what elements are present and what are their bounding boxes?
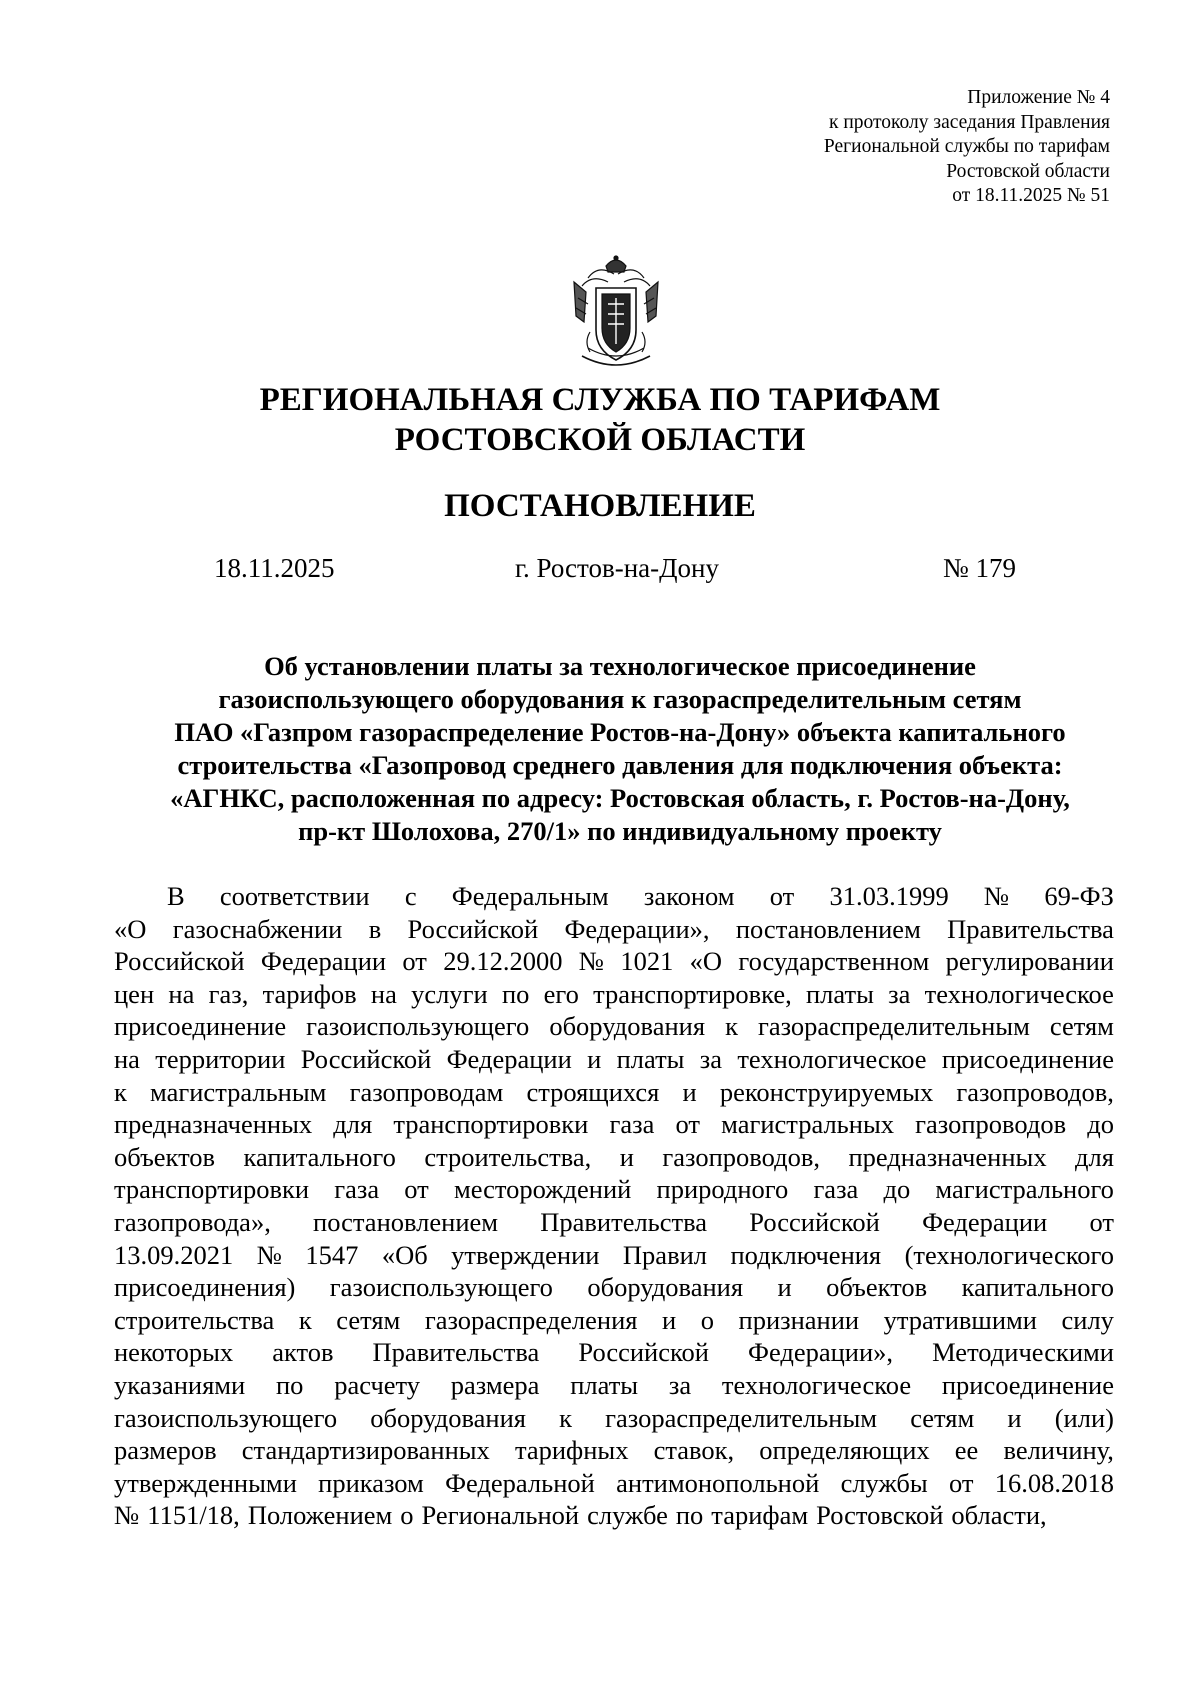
appendix-line: от 18.11.2025 № 51 xyxy=(952,185,1110,206)
body-word: месторождений xyxy=(453,1174,632,1205)
body-word: постановлением xyxy=(313,1206,499,1237)
body-word: 1547 xyxy=(305,1239,359,1270)
body-word: регулировании xyxy=(945,946,1114,977)
body-word: о xyxy=(400,1500,414,1531)
body-word: Правительства xyxy=(372,1337,540,1368)
body-word: тарифам xyxy=(711,1500,809,1531)
body-word: законом xyxy=(643,881,735,911)
body-word: приказом xyxy=(318,1467,424,1498)
body-word: Ростовской xyxy=(816,1500,944,1531)
body-word: 1151/18, xyxy=(147,1500,240,1531)
body-word: за xyxy=(668,1369,692,1400)
body-word: области, xyxy=(951,1500,1047,1531)
body-word: по xyxy=(501,978,530,1009)
body-word: «О xyxy=(689,946,723,977)
body-word: Российской xyxy=(300,1043,432,1074)
body-word: присоединение xyxy=(114,1011,287,1042)
title-line: «АГНКС, расположенная по адресу: Ростовская область, г. Ростов-на-Дону, xyxy=(170,783,1070,813)
appendix-line: Региональной службы по тарифам xyxy=(823,136,1110,157)
document-type: ПОСТАНОВЛЕНИЕ xyxy=(444,488,756,524)
body-word: магистрального xyxy=(935,1174,1114,1205)
appendix-line: Приложение № 4 xyxy=(967,87,1110,108)
body-word: и xyxy=(682,1076,697,1107)
body-word: и xyxy=(587,1043,602,1074)
document-date: 18.11.2025 xyxy=(214,553,335,583)
body-word: Положением xyxy=(247,1500,393,1531)
body-word: Методическими xyxy=(932,1337,1114,1368)
body-word: службе xyxy=(587,1500,668,1531)
title-line: строительства «Газопровод среднего давления для подключения объекта: xyxy=(177,750,1063,780)
title-line: Об установлении платы за технологическое присоединение xyxy=(264,651,976,681)
body-word: газоснабжении xyxy=(172,913,343,944)
body-line xyxy=(114,1239,1114,1272)
body-word: объектов xyxy=(114,1141,216,1172)
body-word: газораспределительным xyxy=(757,1011,1030,1042)
appendix-note xyxy=(824,86,1110,209)
body-word: газораспределительным xyxy=(605,1402,878,1433)
body-word: и xyxy=(777,1272,792,1303)
body-word: присоединение xyxy=(941,1043,1114,1074)
organization-line: РЕГИОНАЛЬНАЯ СЛУЖБА ПО ТАРИФАМ xyxy=(259,382,941,418)
body-word: 13.09.2021 xyxy=(114,1239,234,1270)
body-word: технологическое xyxy=(924,978,1114,1009)
body-word: «О xyxy=(114,913,147,944)
body-word: технологическое xyxy=(737,1043,927,1074)
body-word: Российской xyxy=(114,946,245,977)
body-word: Российской xyxy=(578,1337,709,1368)
body-line xyxy=(114,1499,1114,1532)
body-word: к xyxy=(114,1076,127,1107)
body-word: по xyxy=(675,1500,704,1531)
body-word: 1021 xyxy=(620,946,674,977)
body-word: величину, xyxy=(1003,1435,1114,1466)
body-line xyxy=(114,1043,1114,1076)
body-line xyxy=(114,1141,1114,1174)
body-word: расчету xyxy=(334,1369,421,1400)
body-word: на xyxy=(370,978,397,1009)
body-word: 69-ФЗ xyxy=(1044,881,1114,911)
body-word: магистральным xyxy=(150,1076,327,1107)
body-word: для xyxy=(333,1109,373,1140)
body-word: присоединения) xyxy=(114,1272,296,1303)
body-word: антимонопольной xyxy=(616,1467,820,1498)
organization-line: РОСТОВСКОЙ ОБЛАСТИ xyxy=(394,422,806,458)
body-line xyxy=(114,880,1114,913)
body-word: Федерации xyxy=(922,1206,1048,1237)
body-word: капитального xyxy=(243,1141,396,1172)
body-line xyxy=(114,1336,1114,1369)
body-word: (или) xyxy=(1054,1402,1114,1433)
body-word: от xyxy=(402,946,427,977)
body-word: № xyxy=(114,1500,140,1531)
body-word: к xyxy=(559,1402,572,1433)
body-line xyxy=(114,1010,1114,1043)
body-word: природного xyxy=(656,1174,789,1205)
body-word: газоиспользующего xyxy=(329,1272,553,1303)
body-word: Федеральной xyxy=(445,1467,595,1498)
body-line xyxy=(114,1369,1114,1402)
body-word: платы xyxy=(806,978,874,1009)
body-word: строящихся xyxy=(526,1076,660,1107)
body-word: за xyxy=(699,1043,723,1074)
body-word: за xyxy=(888,978,911,1009)
body-word: ее xyxy=(954,1435,979,1466)
body-word: утратившими xyxy=(883,1304,1037,1335)
body-word: объектов xyxy=(826,1272,928,1303)
body-word: газа xyxy=(334,1174,380,1205)
body-word: от xyxy=(769,881,795,911)
body-word: Федеральным xyxy=(451,881,609,911)
body-word: к xyxy=(298,1304,312,1335)
body-word: цен xyxy=(114,978,155,1009)
body-line xyxy=(114,1076,1114,1109)
body-word: присоединение xyxy=(941,1369,1114,1400)
body-word: до xyxy=(883,1174,911,1205)
body-word: территории xyxy=(155,1043,286,1074)
body-word: оборудования xyxy=(549,1011,706,1042)
body-word: с xyxy=(404,881,417,911)
body-word: актов xyxy=(272,1337,334,1368)
body-word: определяющих xyxy=(759,1435,930,1466)
body-word: признании xyxy=(738,1304,860,1335)
body-word: Российской xyxy=(749,1206,880,1237)
body-word: В xyxy=(167,881,185,911)
body-word: платы xyxy=(570,1369,639,1400)
body-word: тарифных xyxy=(514,1435,629,1466)
body-word: 16.08.2018 xyxy=(994,1467,1114,1498)
body-word: в xyxy=(368,913,382,944)
document-number: № 179 xyxy=(943,553,1017,583)
body-word: Правительства xyxy=(947,913,1114,944)
body-word: магистральных xyxy=(721,1109,894,1140)
body-word: его xyxy=(543,978,579,1009)
body-word: оборудования xyxy=(587,1272,744,1303)
body-line xyxy=(114,1467,1114,1500)
coat-of-arms-icon xyxy=(568,252,664,370)
body-line xyxy=(114,1206,1114,1239)
body-word: размера xyxy=(450,1369,540,1400)
body-word: (технологического xyxy=(904,1239,1114,1270)
organization-name xyxy=(0,380,1200,460)
body-word: реконструируемых xyxy=(719,1076,934,1107)
body-word: газопроводов, xyxy=(662,1141,820,1172)
body-line xyxy=(114,1108,1114,1141)
body-word: Правительства xyxy=(540,1206,708,1237)
body-word: предназначенных xyxy=(114,1109,313,1140)
body-word: сетям xyxy=(336,1304,401,1335)
body-word: услуги xyxy=(411,978,488,1009)
body-word: капитального xyxy=(961,1272,1114,1303)
body-word: размеров xyxy=(114,1435,217,1466)
body-word: оборудования xyxy=(370,1402,526,1433)
body-word: 29.12.2000 xyxy=(443,946,563,977)
title-line: пр-кт Шолохова, 270/1» по индивидуальному проекту xyxy=(298,816,942,846)
body-word: Российской xyxy=(407,913,539,944)
body-word: до xyxy=(1087,1109,1114,1140)
body-word: технологическое xyxy=(721,1369,912,1400)
body-line xyxy=(114,1434,1114,1467)
body-word: тарифов xyxy=(262,978,357,1009)
body-text xyxy=(114,880,1114,1532)
body-word: Региональной xyxy=(421,1500,580,1531)
body-word: газоиспользующего xyxy=(306,1011,530,1042)
body-word: сетям xyxy=(910,1402,975,1433)
appendix-line: Ростовской области xyxy=(946,160,1110,182)
body-word: подключения xyxy=(730,1239,882,1270)
body-word: от xyxy=(675,1109,700,1140)
body-word: постановлением xyxy=(735,913,921,944)
body-word: силу xyxy=(1061,1304,1114,1335)
body-word: транспортировки xyxy=(114,1174,310,1205)
body-word: газ, xyxy=(208,978,249,1009)
body-word: указаниями xyxy=(114,1369,246,1400)
body-word: о xyxy=(700,1304,714,1335)
body-word: по xyxy=(276,1369,304,1400)
body-word: газопровода», xyxy=(114,1206,271,1237)
body-word: на xyxy=(114,1043,140,1074)
body-word: «Об xyxy=(381,1239,428,1270)
body-word: и xyxy=(1007,1402,1022,1433)
body-word: газа xyxy=(609,1109,655,1140)
body-word: № xyxy=(983,881,1010,911)
body-word: на xyxy=(168,978,195,1009)
body-word: от xyxy=(404,1174,429,1205)
body-word: газопроводов, xyxy=(956,1076,1114,1107)
body-word: утверждении xyxy=(451,1239,600,1270)
body-word: строительства xyxy=(114,1304,275,1335)
body-word: к xyxy=(725,1011,738,1042)
body-line xyxy=(114,1173,1114,1206)
body-word: соответствии xyxy=(219,881,370,911)
body-word: строительства, xyxy=(424,1141,592,1172)
body-line xyxy=(114,1402,1114,1435)
title-line: газоиспользующего оборудования к газораспределительным сетям xyxy=(218,684,1022,714)
body-word: службы xyxy=(840,1467,928,1498)
body-line xyxy=(114,1271,1114,1304)
body-word: газопроводам xyxy=(349,1076,504,1107)
body-word: газа xyxy=(813,1174,859,1205)
body-word: и xyxy=(662,1304,677,1335)
body-word: транспортировке, xyxy=(593,978,792,1009)
document-city: г. Ростов-на-Дону xyxy=(515,553,720,583)
body-word: некоторых xyxy=(114,1337,234,1368)
body-line xyxy=(114,1304,1114,1337)
body-word: Федерации», xyxy=(564,913,710,944)
body-word: транспортировки xyxy=(393,1109,589,1140)
body-word: газопроводов xyxy=(915,1109,1067,1140)
document-title xyxy=(110,650,1130,848)
body-word: утвержденными xyxy=(114,1467,297,1498)
body-word: № xyxy=(578,946,605,977)
body-word: от xyxy=(1089,1206,1114,1237)
body-word: Федерации xyxy=(446,1043,572,1074)
body-word: для xyxy=(1075,1141,1114,1172)
body-word: № xyxy=(256,1239,282,1270)
body-word: от xyxy=(948,1467,974,1498)
body-line xyxy=(114,913,1114,946)
body-word: Федерации», xyxy=(748,1337,894,1368)
body-word: Правил xyxy=(622,1239,707,1270)
body-word: предназначенных xyxy=(848,1141,1047,1172)
body-word: ставок, xyxy=(653,1435,735,1466)
appendix-line: к протоколу заседания Правления xyxy=(829,111,1110,133)
body-word: и xyxy=(619,1141,634,1172)
body-word: сетям xyxy=(1049,1011,1114,1042)
title-line: ПАО «Газпром газораспределение Ростов-на-Дону» объекта капитального xyxy=(174,717,1066,747)
body-line xyxy=(114,978,1114,1011)
body-word: платы xyxy=(616,1043,685,1074)
body-word: стандартизированных xyxy=(241,1435,490,1466)
body-line xyxy=(114,945,1114,978)
body-word: газораспределения xyxy=(424,1304,638,1335)
body-word: государственном xyxy=(738,946,930,977)
body-word: 31.03.1999 xyxy=(829,881,949,911)
body-word: газоиспользующего xyxy=(114,1402,338,1433)
body-word: Федерации xyxy=(260,946,387,977)
